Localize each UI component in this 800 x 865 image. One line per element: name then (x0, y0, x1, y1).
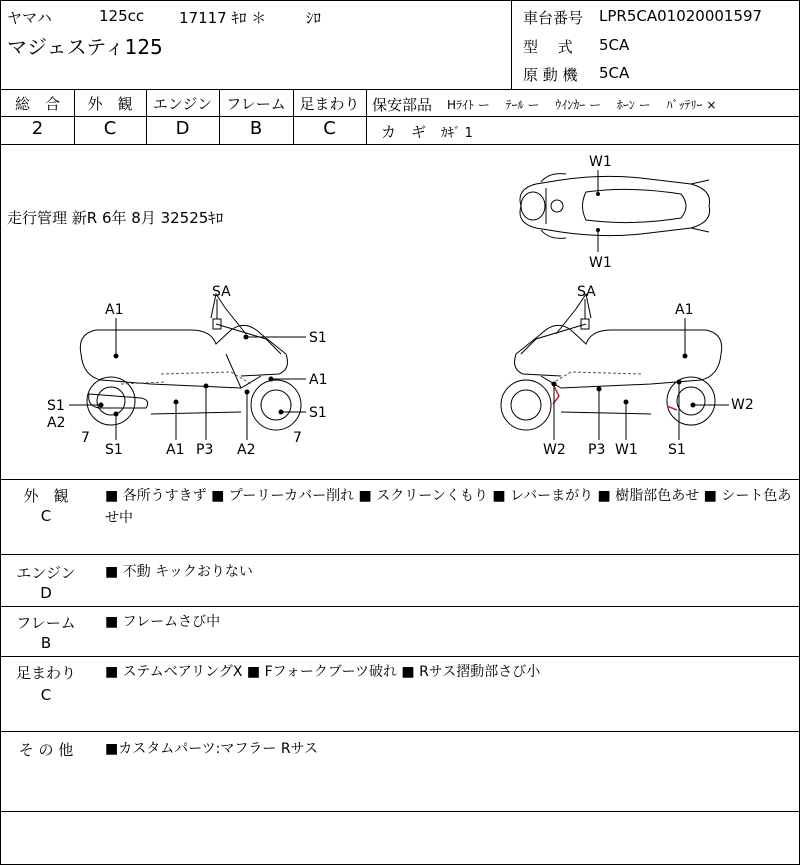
remark-other-text: ■カスタムパーツ:マフラー Rサス (105, 741, 319, 757)
remark-suspension-label: 足まわり (15, 664, 76, 682)
grade-suspension-value: C (323, 118, 336, 139)
remark-exterior-text: ■ 各所うすきず ■ プーリーカバー削れ ■ スクリーンくもり ■ レバーまがり ■ 樹脂部色あせ ■ シート色あせ中 (105, 488, 792, 526)
grade-exterior-label: 外 観 (87, 95, 133, 113)
grade-engine-value: D (175, 118, 190, 139)
left-seven-right-label: 7 (293, 430, 302, 446)
scooter-top-view (520, 174, 710, 239)
left-p3-bottom-label: P3 (196, 442, 214, 458)
grade-frame-label: フレーム (226, 95, 286, 113)
grade-total-value: 2 (31, 118, 44, 139)
left-s1-rear-label: S1 (309, 405, 327, 421)
key-value: ｶｷﾞ 1 (441, 126, 473, 141)
remark-other-label: そ の 他 (18, 741, 74, 759)
right-sa-label: SA (577, 284, 596, 300)
remark-engine-label: エンジン (16, 564, 76, 582)
left-s1-left-label: S1 (47, 398, 65, 414)
right-w2-bottom-label: W2 (543, 442, 566, 458)
remark-exterior-label: 外 観 (23, 487, 69, 505)
remark-suspension-text: ■ ステムベアリングX ■ Fフォークブーツ破れ ■ Rサス摺動部さび小 (105, 664, 541, 680)
right-w2-label: W2 (731, 397, 754, 413)
left-a1-right-label: A1 (309, 372, 328, 388)
security-parts-label: 保安部品 (372, 96, 433, 114)
remark-frame-label: フレーム (16, 614, 76, 632)
type-value: 5CA (599, 36, 630, 54)
right-w1-bottom-label: W1 (615, 442, 638, 458)
remark-frame-text: ■ フレームさび中 (105, 614, 221, 630)
type-label: 型 式 (523, 38, 573, 56)
left-a1-bottom-label: A1 (166, 442, 185, 458)
model-name: マジェスティ125 (7, 35, 163, 59)
grade-suspension-label: 足まわり (299, 95, 360, 113)
lot-number: 17117 ｷﾛ ＊ (179, 9, 267, 27)
damage-diagram (1, 144, 800, 479)
key-label: カ ギ (381, 123, 427, 141)
maker: ヤマハ (7, 9, 52, 27)
top-w1-label: W1 (589, 154, 612, 170)
left-s1-right-label: S1 (309, 330, 327, 346)
remark-engine-grade: D (40, 584, 52, 602)
grade-frame-value: B (249, 118, 263, 139)
grade-engine-label: エンジン (152, 95, 213, 113)
engine-type-label: 原 動 機 (523, 66, 578, 84)
right-a1-top-label: A1 (675, 302, 694, 318)
chassis-number: LPR5CA01020001597 (599, 7, 763, 25)
mileage-record: 走行管理 新R 6年 8月 32525ｷﾛ (7, 209, 224, 227)
displacement: 125cc (99, 7, 145, 25)
grade-exterior-value: C (103, 118, 117, 139)
left-seven-left-label: 7 (81, 430, 90, 446)
remark-engine-text: ■ 不動 キックおりない (105, 564, 253, 580)
security-parts-items: Hﾗｲﾄ ー ﾃｰﾙ ー ｳｲﾝｶｰ ー ﾎｰﾝ ー ﾊﾞｯﾃﾘｰ × (447, 98, 717, 112)
right-p3-bottom-label: P3 (588, 442, 606, 458)
left-sa-label: SA (212, 284, 231, 300)
grade-total-label: 総 合 (14, 95, 60, 113)
bottom-w1-label: W1 (589, 255, 612, 271)
engine-type-value: 5CA (599, 64, 630, 82)
left-a1-top-label: A1 (105, 302, 124, 318)
right-s1-bottom-label: S1 (668, 442, 686, 458)
left-s1-bottom-label: S1 (105, 442, 123, 458)
left-a2-bottom-label: A2 (237, 442, 256, 458)
body-color: ｼﾛ (306, 9, 322, 27)
remark-exterior-grade: C (40, 507, 52, 525)
remark-suspension-grade: C (40, 686, 52, 704)
chassis-label: 車台番号 (523, 9, 584, 27)
left-a2-left-label: A2 (47, 415, 66, 431)
remark-frame-grade: B (40, 634, 52, 652)
